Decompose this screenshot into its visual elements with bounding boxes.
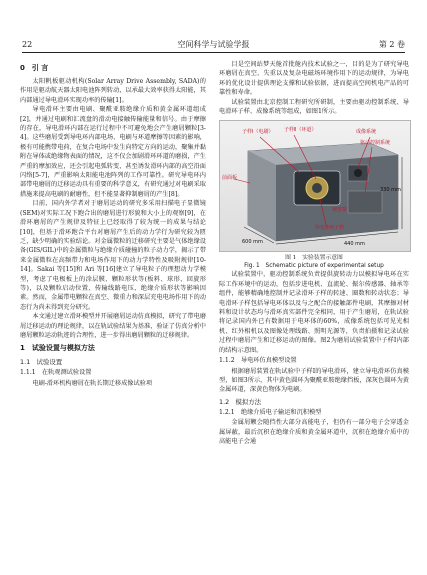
section-1-heading: 1 试验设置与模拟方法 xyxy=(20,344,95,353)
paragraph: 试验装置由北京控制工程研究所研制，主要由驱动控制系统、导电滑环子样、成像系统等组成，如图1所示。 xyxy=(219,98,409,116)
label-sample-2: 子样Ⅱ（环道） xyxy=(284,127,317,134)
subsubsection-heading: 1.1.1 在轨观测试验设置 xyxy=(20,369,92,377)
subsubsection-heading: 1.1.2 导电环仿真模型设置 xyxy=(219,357,297,365)
figure-1-caption-en: Fig. 1 Schematic picture of experimental setup xyxy=(244,263,384,270)
paragraph: 本文通过建立滑环模型并开展磨屑运动仿真模拟，研究了带电磨屑迁移运动的理论规律，以在轨试验结果为基准，验证了仿真分析中磨屑颗粒运动轨迹的合理性，进一步得出磨屑颗粒的迁移规律。 xyxy=(20,313,206,339)
volume-number: 第 2 卷 xyxy=(378,40,405,49)
label-front-panel: 前面板 xyxy=(222,175,238,182)
paragraph: 太阳帆板驱动机构(Solar Array Drive Assembly, SADA)的作用是驱动航天器太阳电池阵列转动，以承最大效率获得太阳能，其内部通过导电滑环实现功率的传输[1]。 xyxy=(20,78,206,104)
figure-1-photo xyxy=(219,120,411,252)
running-header xyxy=(22,38,405,53)
label-dimension-height: 600 mm xyxy=(242,239,263,246)
paragraph: 目是空间站梦天舱首批舱内技术试验之一，目的是为了研究导电环磨屑在真空、失重以及复杂电磁场环境作用下的运动规律，为导电环的优化设计提供理论支撑和试验依据，进而提高空间机电产品的可靠性和寿命。 xyxy=(219,61,409,97)
subsection-heading: 1.2 模拟方法 xyxy=(219,397,262,406)
figure-1-caption-cn: 图 1 实验装置示意图 xyxy=(285,255,343,262)
paragraph: 电刷-滑环机构磨屑在轨长期迁移成像试验项 xyxy=(32,379,153,387)
label-dimension-depth: 330 mm xyxy=(380,187,401,194)
left-column xyxy=(20,60,206,388)
paragraph: 导电滑环主要由电刷、聚酰亚胺绝缘介质和黄金属环道组成[2]，并通过电刷和汇流盘的滑动电接触传输能量和信号。由于摩擦的存在，导电滑环内部在运行过程中不可避免地会产生磨屑颗粒[3-4]。这些磨屑受到导电环内部电场、电刷与环道摩擦等因素的影响，极有可能携带电荷，在复合电场中发生向特定方向的运动，聚集并黏附在导体或绝缘物表面的情况，这不仅会加剧滑环环道的磨损，产生严重的摩加效应，还会引起电弧转变，甚至诱发滑环内部的高空沿面闪络[5-7]，严重影响太阳能电池阵列的工作可靠性。研究导电环内部带电磨屑的迁移运动具有重要的科学意义，有研究通过对电刷采取措施来提高电刷的耐磨性，但不能显著抑制磨屑的产生[8]。 xyxy=(20,106,206,198)
label-observation-window: 观察窗 xyxy=(332,207,348,214)
paragraph: 目前，国内外学者对于磨屑运动的研究多采用扫描电子显微镜(SEM)对实际工况下跑合出的磨屑进行形貌和大小上的观察[9]，在滑环磨屑的产生规律及特征上已经取得了较为统一的成果与结论[10]，但基于滑环跑合平台对磨屑产生后的动力学行为研究较为匮乏，缺少明确的实验结论。对金属微粒的迁移研究主要是气体绝缘设备(GIS/GIL)中的金属微粒与绝缘介质碰撞的粒子动力学，揭示了带来金属微粒在高频带力和电场作用下的动力学特性及吸附规律[10-14]。Sakai 等[15]和 Ari 等[16]建立了导电粒子的理想动力学模型，考虑了电极板上的涂层膜、颗粒形状等(板料、球形、回旋形等)，以及颗粒启动位置、传输线路电压、绝缘介质形状等影响因素。然而，金属带电颗粒在真空、微重力和深层充电电场作用下的动态行为尚未得到充分研究。 xyxy=(20,200,206,311)
subsubsection-heading: 1.2.1 绝缘介质电子输运和沉积模型 xyxy=(219,408,322,416)
label-dimension-width: 440 mm xyxy=(344,241,365,248)
label-drive-control: 驱动控制系统 xyxy=(360,140,391,147)
page-number: 22 xyxy=(22,40,33,49)
label-imaging-system: 成像系统 xyxy=(356,129,377,136)
label-sample-1: 子样Ⅰ（电刷） xyxy=(242,129,274,136)
right-column xyxy=(219,60,409,446)
label-slipring-sample: 导电滑环子样 xyxy=(314,225,345,232)
paragraph: 金属屑颗会随挡性大部分高能电子，但仍有一部分电子会穿透金属屏蔽，最后沉积在绝缘介质和黄金属环道中，沉积在绝缘介质中的高能电子会通 xyxy=(219,419,409,445)
section-0-heading: 0 引 言 xyxy=(20,64,49,72)
subsection-heading: 1.1 试验设置 xyxy=(20,358,63,367)
paragraph: 根据磨屑装置在轨试验中子样Ⅰ的导电滑环，建立导电滑环仿真模型，如图3所示，其中黄色圆环为聚酰亚胺绝缘挡板，深灰色圆环为黄金属环道，深黄色物体为电刷。 xyxy=(219,367,409,394)
paragraph: 试验装置中，驱动控制系统负责提供旋转动力以模拟导电环在实际工作环境中的运动，包括步进电机、直流轮、振尔传感器、轴承等组件，能够精确地控制并记录滑环子样的转速、圈数和转动状态；导电滑环子样包括导电环体以及与之配合的接触部件电刷，其摩擦对材料和设计状态均与滑环真实部件完全相同，用于产生磨屑，在轨试验将记录国内外已有数据用于电环体的60%，成像系统包括可见光相机、红外相机以及图像处理线路、照明光源等，负责拍摄和记录试验过程中磨屑产生和迁移运动的图像。图2为磨屑试验装置中子样Ⅰ内部的结构示意图。 xyxy=(219,271,409,354)
journal-title: 空间科学与试验学报 xyxy=(177,40,250,49)
